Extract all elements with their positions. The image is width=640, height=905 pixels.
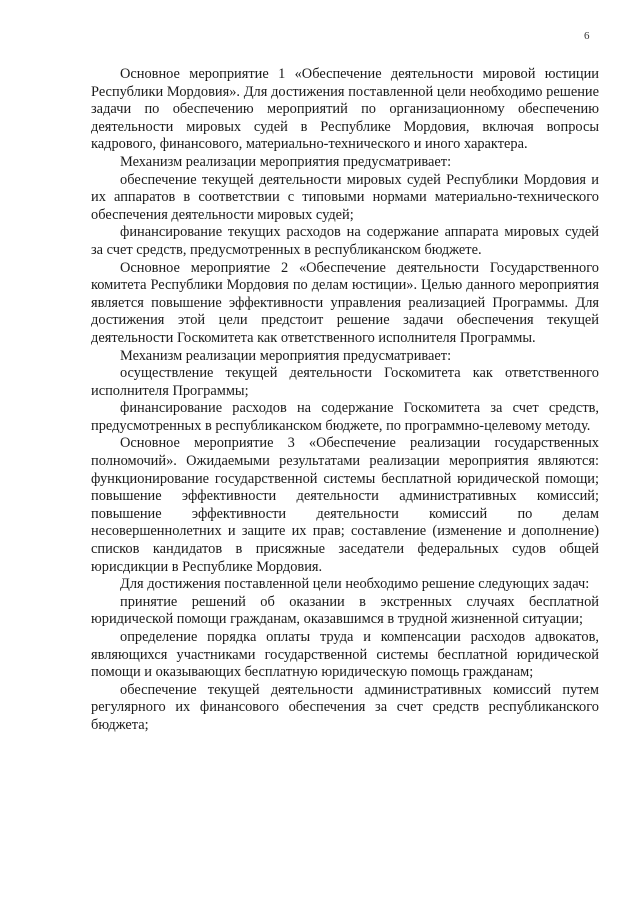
- paragraph-main-activity-3: Основное мероприятие 3 «Обеспечение реализации государственных полномочий». Ожидаемыми результатами реализации мероприятия являются: функционирование государственной системы бесплатной юридической помощи; повышение эффективности деятельности административных комиссий; повышение эффективности деятельности комиссий по делам несовершеннолетних и защите их прав; составление (изменение и дополнение) списков кандидатов в присяжные заседатели федеральных судов общей юрисдикции в Республике Мордовия.: [91, 435, 599, 575]
- paragraph-item-committee-activity: осуществление текущей деятельности Госкомитета как ответственного исполнителя Программы;: [91, 365, 599, 399]
- paragraph-item-judges-support: обеспечение текущей деятельности мировых судей Республики Мордовия и их аппаратов в соответствии с типовыми нормами материально-технического обеспечения деятельности мировых судей;: [91, 171, 599, 223]
- paragraph-main-activity-1: Основное мероприятие 1 «Обеспечение деятельности мировой юстиции Республики Мордовия». Для достижения поставленной цели необходимо решение задачи по обеспечению мероприятий по организационному обеспечению деятельности мировых судей в Республике Мордовия, включая вопросы кадрового, финансового, материально-технического и иного характера.: [91, 66, 599, 153]
- paragraph-item-emergency-legal-aid: принятие решений об оказании в экстренных случаях бесплатной юридической помощи гражданам, оказавшимся в трудной жизненной ситуации;: [91, 593, 599, 628]
- paragraph-item-committee-financing: финансирование расходов на содержание Госкомитета за счет средств, предусмотренных в республиканском бюджете, по программно-целевому методу.: [91, 400, 599, 434]
- page-number: 6: [584, 30, 590, 42]
- paragraph-item-lawyer-compensation: определение порядка оплаты труда и компенсации расходов адвокатов, являющихся участниками государственной системы бесплатной юридической помощи и оказывающих бесплатную юридическую помощь гражданам;: [91, 629, 599, 681]
- paragraph-item-judges-financing: финансирование текущих расходов на содержание аппарата мировых судей за счет средств, предусмотренных в республиканском бюджете.: [91, 224, 599, 258]
- paragraph-main-activity-2: Основное мероприятие 2 «Обеспечение деятельности Государственного комитета Республики Мордовия по делам юстиции». Целью данного мероприятия является повышение эффективности управления реализацией Программы. Для достижения этой цели предстоит решение задачи обеспечения текущей деятельности Госкомитета как ответственного исполнителя Программы.: [91, 259, 599, 346]
- paragraph-tasks-heading: Для достижения поставленной цели необходимо решение следующих задач:: [120, 576, 590, 593]
- paragraph-item-commissions-financing: обеспечение текущей деятельности административных комиссий путем регулярного их финансового обеспечения за счет средств республиканского бюджета;: [91, 681, 599, 733]
- paragraph-mechanism-heading-1: Механизм реализации мероприятия предусматривает:: [120, 153, 452, 170]
- paragraph-mechanism-heading-2: Механизм реализации мероприятия предусматривает:: [120, 347, 452, 364]
- document-body: [91, 66, 599, 735]
